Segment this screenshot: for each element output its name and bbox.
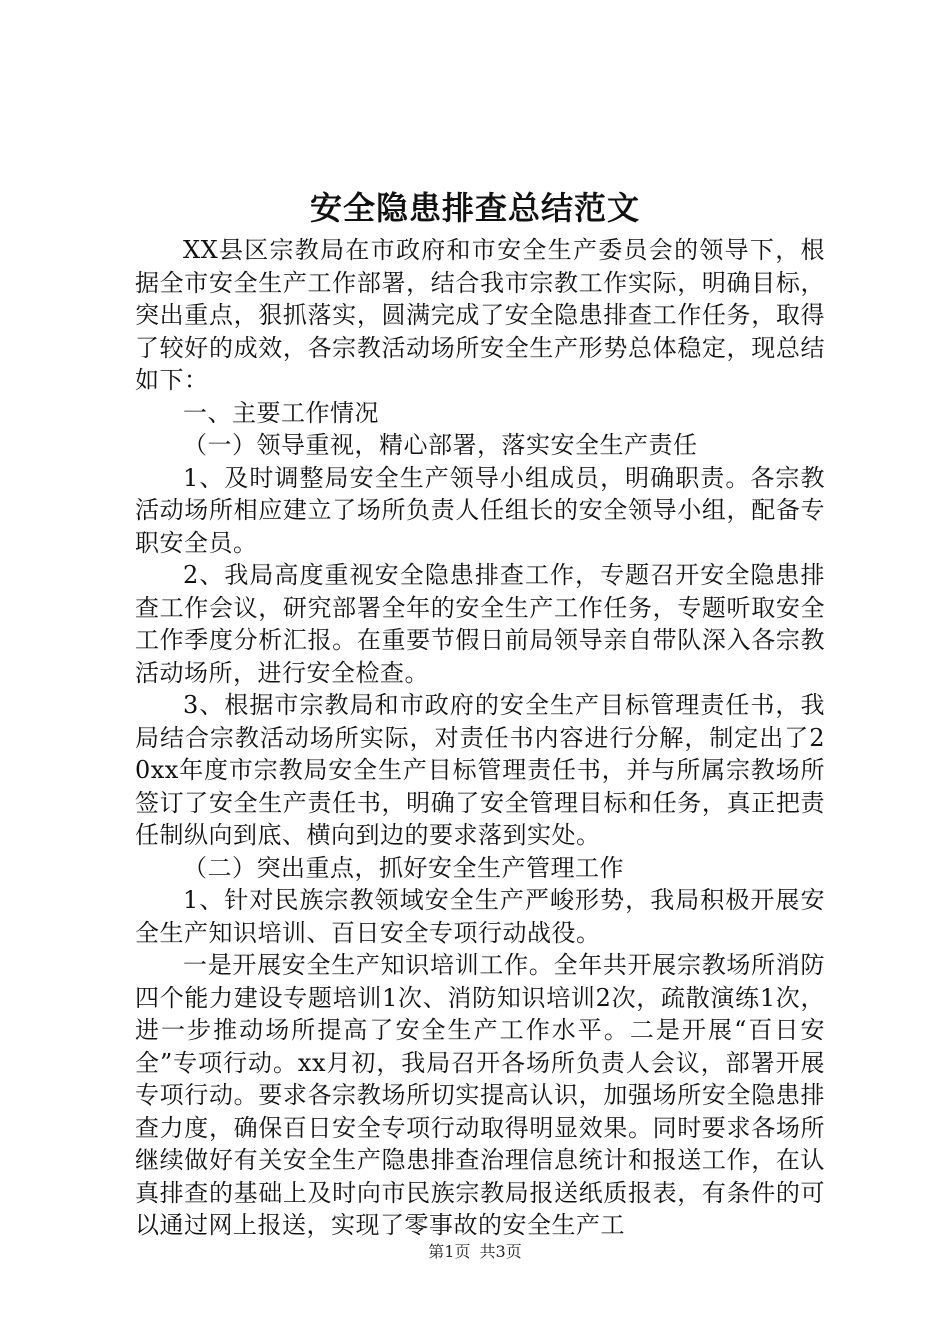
- page-total: 共3页: [479, 1242, 522, 1261]
- document-title: 安全隐患排查总结范文: [309, 189, 640, 227]
- subsection-heading-management: （二）突出重点，抓好安全生产管理工作: [183, 853, 624, 882]
- paragraph-training: 1、针对民族宗教领域安全生产严峻形势，我局积极开展安全生产知识培训、百日安全专项行动战役。: [135, 886, 825, 947]
- page-footer: [0, 1241, 950, 1263]
- paragraph-activities: 一是开展安全生产知识培训工作。全年共开展宗教场所消防四个能力建设专题培训1次、消防知识培训2次，疏散演练1次，进一步推动场所提高了安全生产工作水平。二是开展“百日安全”专项行动。xx月初，我局召开各场所负责人会议，部署开展专项行动。要求各宗教场所切实提高认识，加强场所安全隐患排查力度，确保百日安全专项行动取得明显效果。同时要求各场所继续做好有关安全生产隐患排查治理信息统计和报送工作，在认真排查的基础上及时向市民族宗教局报送纸质报表，有条件的可以通过网上报送，实现了零事故的安全生产工: [135, 951, 825, 1239]
- document-body: [135, 234, 825, 1242]
- paragraph-intro: XX县区宗教局在市政府和市安全生产委员会的领导下，根据全市安全生产工作部署，结合我市宗教工作实际，明确目标，突出重点，狠抓落实，圆满完成了安全隐患排查工作任务，取得了较好的成效，各宗教活动场所安全生产形势总体稳定，现总结如下：: [135, 236, 825, 394]
- section-heading-main-work: 一、主要工作情况: [183, 398, 379, 427]
- paragraph-item-1: 1、及时调整局安全生产领导小组成员，明确职责。各宗教活动场所相应建立了场所负责人任组长的安全领导小组，配备专职安全员。: [135, 463, 825, 557]
- paragraph-item-2: 2、我局高度重视安全隐患排查工作，专题召开安全隐患排查工作会议，研究部署全年的安全生产工作任务，专题听取安全工作季度分析汇报。在重要节假日前局领导亲自带队深入各宗教活动场所，进行安全检查。: [135, 561, 825, 687]
- subsection-heading-leadership: （一）领导重视，精心部署，落实安全生产责任: [183, 431, 698, 459]
- page-number: 第1页: [428, 1242, 471, 1261]
- paragraph-item-3: 3、根据市宗教局和市政府的安全生产目标管理责任书，我局结合宗教活动场所实际，对责任书内容进行分解，制定出了20xx年度市宗教局安全生产目标管理责任书，并与所属宗教场所签订了安全生产责任书，明确了安全管理目标和任务，真正把责任制纵向到底、横向到边的要求落到实处。: [135, 691, 825, 849]
